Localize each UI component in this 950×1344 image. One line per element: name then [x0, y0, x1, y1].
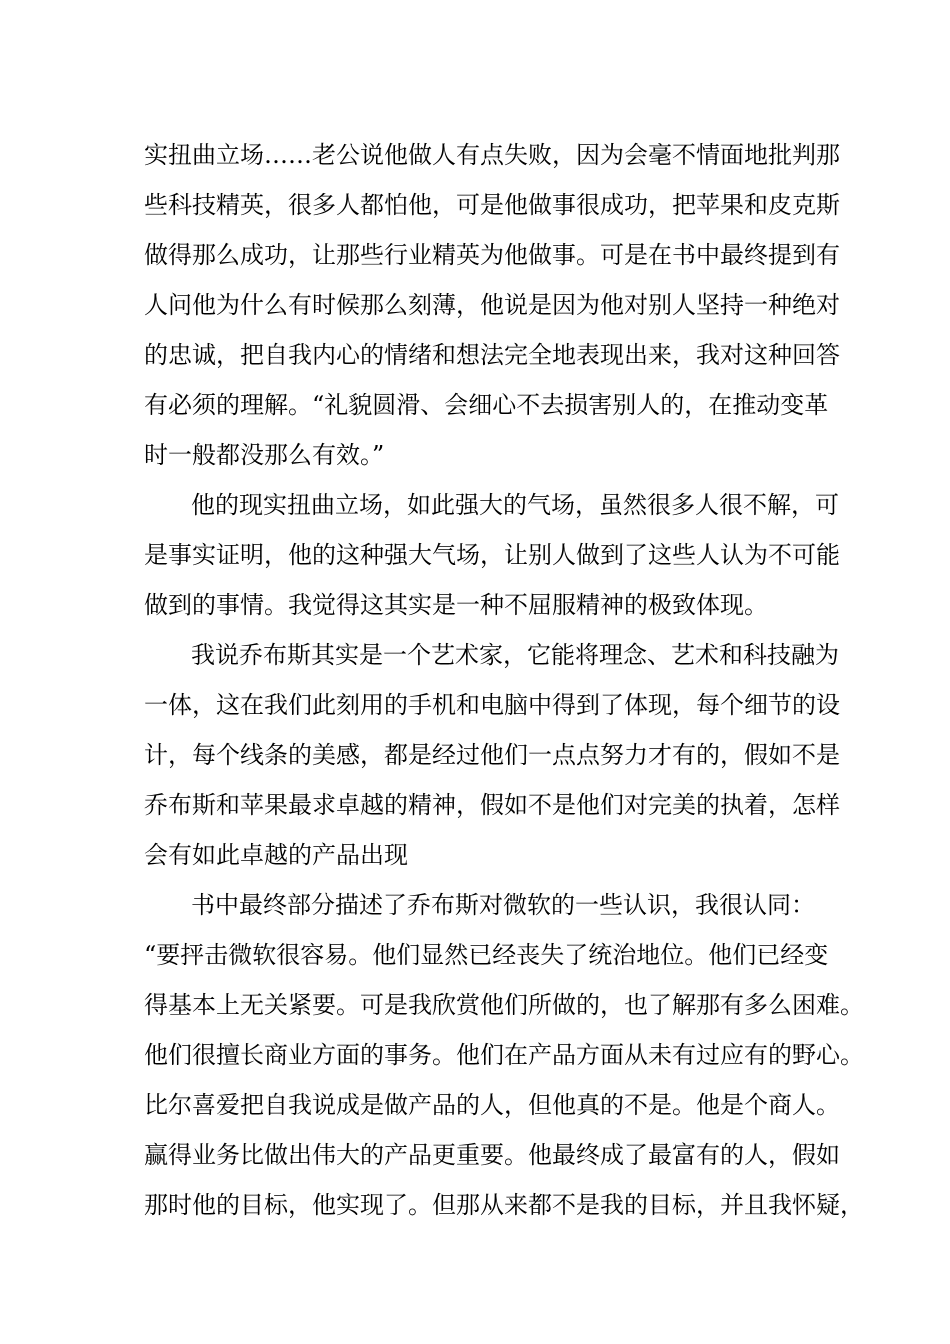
paragraph-1-line-7: 时一般都没那么有效。” [144, 441, 385, 469]
paragraph-4-line-7: 那时他的目标，他实现了。但那从来都不是我的目标，并且我怀疑， [144, 1191, 864, 1219]
paragraph-4-line-4: 他们很擅长商业方面的事务。他们在产品方面从未有过应有的野心。 [144, 1041, 864, 1069]
paragraph-3-line-1: 我说乔布斯其实是一个艺术家，它能将理念、艺术和科技融为 [191, 641, 839, 669]
paragraph-1-line-3: 做得那么成功，让那些行业精英为他做事。可是在书中最终提到有 [144, 241, 840, 269]
paragraph-3-line-5: 会有如此卓越的产品出现 [144, 841, 408, 869]
paragraph-1-line-2: 些科技精英，很多人都怕他，可是他做事很成功，把苹果和皮克斯 [144, 191, 840, 219]
paragraph-3-line-3: 计，每个线条的美感，都是经过他们一点点努力才有的，假如不是 [144, 741, 840, 769]
paragraph-4-line-1: 书中最终部分描述了乔布斯对微软的一些认识，我很认同： [191, 891, 815, 919]
paragraph-1-line-6: 有必须的理解。“礼貌圆滑、会细心不去损害别人的，在推动变革 [144, 391, 829, 419]
paragraph-3-line-2: 一体，这在我们此刻用的手机和电脑中得到了体现，每个细节的设 [144, 691, 840, 719]
paragraph-1-line-1: 实扭曲立场……老公说他做人有点失败，因为会毫不情面地批判那 [144, 141, 840, 169]
paragraph-4-line-2: “要抨击微软很容易。他们显然已经丧失了统治地位。他们已经变 [144, 941, 829, 969]
paragraph-4-line-5: 比尔喜爱把自我说成是做产品的人，但他真的不是。他是个商人。 [144, 1091, 840, 1119]
paragraph-2-line-3: 做到的事情。我觉得这其实是一种不屈服精神的极致体现。 [144, 591, 768, 619]
paragraph-2-line-2: 是事实证明，他的这种强大气场，让别人做到了这些人认为不可能 [144, 541, 840, 569]
body-text [144, 130, 864, 1230]
paragraph-2-line-1: 他的现实扭曲立场，如此强大的气场，虽然很多人很不解，可 [191, 491, 839, 519]
paragraph-1-line-4: 人问他为什么有时候那么刻薄，他说是因为他对别人坚持一种绝对 [144, 291, 840, 319]
paragraph-3-line-4: 乔布斯和苹果最求卓越的精神，假如不是他们对完美的执着，怎样 [144, 791, 840, 819]
paragraph-4-line-6: 赢得业务比做出伟大的产品更重要。他最终成了最富有的人，假如 [144, 1141, 840, 1169]
paragraph-1-line-5: 的忠诚，把自我内心的情绪和想法完全地表现出来，我对这种回答 [144, 341, 840, 369]
paragraph-4-line-3: 得基本上无关紧要。可是我欣赏他们所做的，也了解那有多么困难。 [144, 991, 864, 1019]
